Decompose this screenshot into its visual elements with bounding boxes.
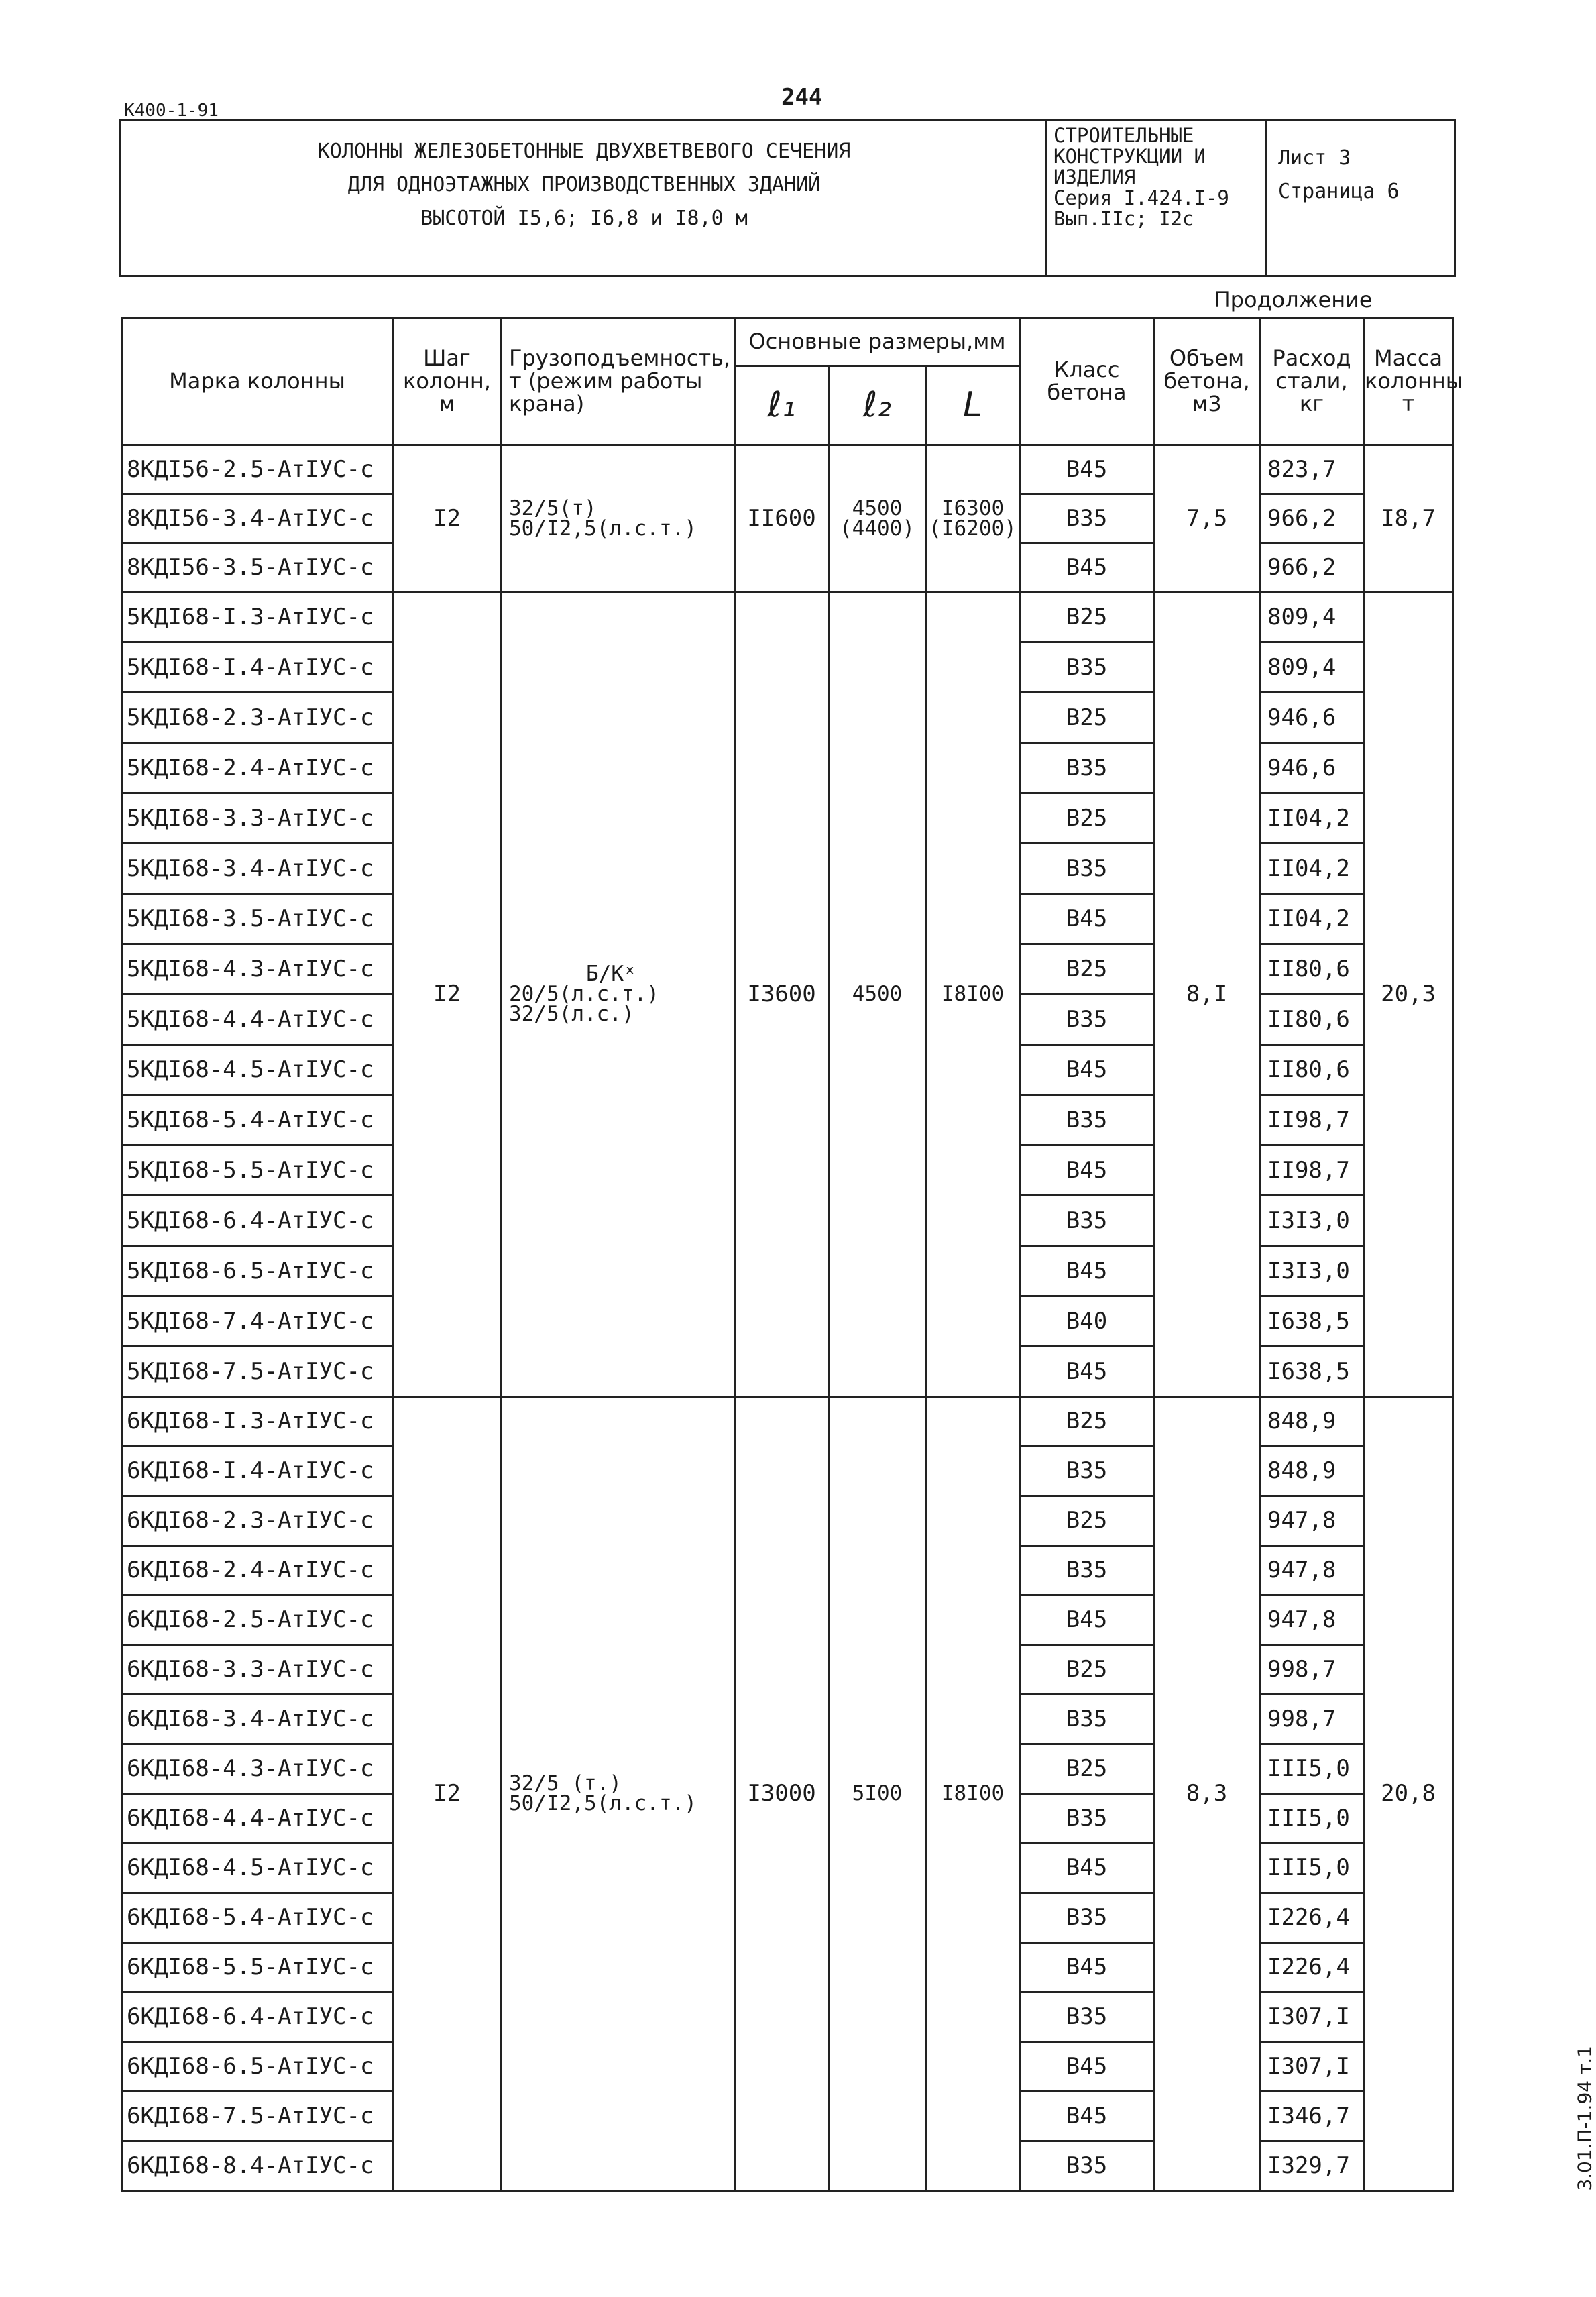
doc-code: К400-1-91 — [124, 101, 219, 121]
table-row — [122, 1396, 1453, 1446]
concrete-cell: В35 — [1020, 494, 1154, 543]
steel-cell: II98,7 — [1260, 1095, 1364, 1145]
mark-cell: 5КДI68-6.5-АтIУС-с — [122, 1245, 393, 1296]
concrete-cell: В25 — [1020, 944, 1154, 994]
mark-cell: 6КДI68-2.4-АтIУС-с — [122, 1545, 393, 1595]
L-cell: I6300 (I6200) — [926, 445, 1020, 592]
concrete-cell: В40 — [1020, 1296, 1154, 1346]
concrete-cell: В25 — [1020, 793, 1154, 843]
mark-cell: 6КДI68-I.4-АтIУС-с — [122, 1446, 393, 1496]
steel-cell: 823,7 — [1260, 445, 1364, 494]
title-block — [119, 119, 1456, 277]
step-cell: I2 — [393, 592, 502, 1396]
steel-cell: I307,I — [1260, 1992, 1364, 2041]
mark-cell: 6КДI68-4.5-АтIУС-с — [122, 1843, 393, 1893]
steel-cell: 848,9 — [1260, 1396, 1364, 1446]
mark-cell: 8КДI56-3.5-АтIУС-с — [122, 543, 393, 592]
concrete-cell: В35 — [1020, 1694, 1154, 1744]
series-line-1: СТРОИТЕЛЬНЫЕ — [1053, 124, 1194, 147]
l1-cell: II600 — [735, 445, 829, 592]
mark-cell: 5КДI68-3.3-АтIУС-с — [122, 793, 393, 843]
mark-cell: 6КДI68-6.5-АтIУС-с — [122, 2041, 393, 2091]
concrete-cell: В45 — [1020, 1245, 1154, 1296]
capacity-line: 20/5(л.с.т.) — [509, 982, 659, 1006]
concrete-cell: В45 — [1020, 1346, 1154, 1396]
steel-cell: 809,4 — [1260, 642, 1364, 692]
steel-cell: I3I3,0 — [1260, 1195, 1364, 1245]
steel-cell: III5,0 — [1260, 1744, 1364, 1793]
l1-cell: I3000 — [735, 1396, 829, 2190]
mass-cell: 20,3 — [1364, 592, 1453, 1396]
series-line-3: ИЗДЕЛИЯ — [1053, 166, 1136, 188]
concrete-cell: В35 — [1020, 1992, 1154, 2041]
step-cell: I2 — [393, 445, 502, 592]
concrete-cell: В45 — [1020, 1595, 1154, 1644]
steel-cell: 966,2 — [1260, 494, 1364, 543]
divider — [1045, 121, 1047, 277]
concrete-cell: В45 — [1020, 543, 1154, 592]
volume-cell: 8,I — [1154, 592, 1260, 1396]
concrete-cell: В25 — [1020, 1496, 1154, 1545]
capacity-line: 32/5 (т.) — [509, 1771, 622, 1795]
series-block — [1053, 125, 1229, 229]
concrete-cell: В45 — [1020, 445, 1154, 494]
mark-cell: 5КДI68-3.5-АтIУС-с — [122, 893, 393, 944]
concrete-cell: В35 — [1020, 1893, 1154, 1942]
concrete-cell: В45 — [1020, 1942, 1154, 1992]
steel-cell: 947,8 — [1260, 1595, 1364, 1644]
l2-cell: 5I00 — [829, 1396, 926, 2190]
mark-cell: 6КДI68-7.5-АтIУС-с — [122, 2091, 393, 2141]
steel-cell: 998,7 — [1260, 1694, 1364, 1744]
continuation-label: Продолжение — [122, 284, 1453, 317]
title-line-1: КОЛОННЫ ЖЕЛЕЗОБЕТОННЫЕ ДВУХВЕТВЕВОГО СЕЧЕНИЯ — [317, 139, 851, 163]
mark-cell: 5КДI68-4.3-АтIУС-с — [122, 944, 393, 994]
mark-cell: 6КДI68-5.5-АтIУС-с — [122, 1942, 393, 1992]
l2-cell: 4500 (4400) — [829, 445, 926, 592]
concrete-cell: В35 — [1020, 2141, 1154, 2190]
mark-cell: 6КДI68-6.4-АтIУС-с — [122, 1992, 393, 2041]
steel-cell: II80,6 — [1260, 944, 1364, 994]
steel-cell: III5,0 — [1260, 1793, 1364, 1843]
mark-cell: 8КДI56-2.5-АтIУС-с — [122, 445, 393, 494]
mark-cell: 5КДI68-5.5-АтIУС-с — [122, 1145, 393, 1195]
steel-cell: 966,2 — [1260, 543, 1364, 592]
divider — [1265, 121, 1267, 277]
header-L: L — [926, 366, 1020, 445]
steel-cell: I226,4 — [1260, 1893, 1364, 1942]
group-3 — [122, 1396, 1453, 2190]
mass-cell: I8,7 — [1364, 445, 1453, 592]
steel-cell: 848,9 — [1260, 1446, 1364, 1496]
series-line-2: КОНСТРУКЦИИ И — [1053, 145, 1206, 168]
concrete-cell: В45 — [1020, 893, 1154, 944]
header-mark: Марка колонны — [122, 317, 393, 445]
capacity-line: 32/5(т) — [509, 496, 597, 520]
divider — [119, 275, 1454, 277]
concrete-cell: В35 — [1020, 1095, 1154, 1145]
steel-cell: II04,2 — [1260, 793, 1364, 843]
concrete-cell: В35 — [1020, 742, 1154, 793]
series-line-5: Вып.IIс; I2с — [1053, 207, 1194, 230]
steel-cell: I329,7 — [1260, 2141, 1364, 2190]
table-row — [122, 592, 1453, 642]
side-stamp: 3.01.П-1.94 т.1 — [1574, 2046, 1596, 2191]
capacity-line: 50/I2,5(л.с.т.) — [509, 1791, 697, 1815]
L-cell: I8I00 — [926, 592, 1020, 1396]
capacity-line: 50/I2,5(л.с.т.) — [509, 516, 697, 541]
steel-cell: II04,2 — [1260, 843, 1364, 893]
mark-cell: 5КДI68-I.3-АтIУС-с — [122, 592, 393, 642]
mark-cell: 5КДI68-5.4-АтIУС-с — [122, 1095, 393, 1145]
header-capacity: Грузоподъемность, т (режим работы крана) — [502, 317, 735, 445]
l2-cell: 4500 — [829, 592, 926, 1396]
concrete-cell: В45 — [1020, 2091, 1154, 2141]
mark-cell: 5КДI68-2.4-АтIУС-с — [122, 742, 393, 793]
mark-cell: 6КДI68-2.3-АтIУС-с — [122, 1496, 393, 1545]
capacity-cell — [502, 1396, 735, 2190]
concrete-cell: В25 — [1020, 592, 1154, 642]
concrete-cell: В35 — [1020, 1545, 1154, 1595]
sheet-page: Страница 6 — [1278, 180, 1400, 203]
mark-cell: 5КДI68-6.4-АтIУС-с — [122, 1195, 393, 1245]
page-number: 244 — [781, 84, 823, 111]
mark-cell: 6КДI68-2.5-АтIУС-с — [122, 1595, 393, 1644]
steel-cell: 947,8 — [1260, 1496, 1364, 1545]
concrete-cell: В35 — [1020, 1446, 1154, 1496]
mark-cell: 5КДI68-7.4-АтIУС-с — [122, 1296, 393, 1346]
mass-cell: 20,8 — [1364, 1396, 1453, 2190]
concrete-cell: В25 — [1020, 692, 1154, 742]
concrete-cell: В35 — [1020, 994, 1154, 1044]
series-line-4: Серия I.424.I-9 — [1053, 186, 1229, 209]
mark-cell: 5КДI68-4.4-АтIУС-с — [122, 994, 393, 1044]
concrete-cell: В35 — [1020, 843, 1154, 893]
mark-cell: 8КДI56-3.4-АтIУС-с — [122, 494, 393, 543]
steel-cell: II98,7 — [1260, 1145, 1364, 1195]
concrete-cell: В35 — [1020, 1793, 1154, 1843]
step-cell: I2 — [393, 1396, 502, 2190]
steel-cell: I346,7 — [1260, 2091, 1364, 2141]
columns-table — [121, 284, 1463, 2192]
concrete-cell: В25 — [1020, 1744, 1154, 1793]
group-1 — [122, 445, 1453, 592]
mark-cell: 5КДI68-7.5-АтIУС-с — [122, 1346, 393, 1396]
mark-cell: 6КДI68-I.3-АтIУС-с — [122, 1396, 393, 1446]
mark-cell: 6КДI68-4.3-АтIУС-с — [122, 1744, 393, 1793]
steel-cell: 809,4 — [1260, 592, 1364, 642]
header-volume: Объем бетона, м3 — [1154, 317, 1260, 445]
mark-cell: 5КДI68-2.3-АтIУС-с — [122, 692, 393, 742]
header-steel: Расход стали, кг — [1260, 317, 1364, 445]
steel-cell: 947,8 — [1260, 1545, 1364, 1595]
capacity-line: Б/Кˣ — [586, 962, 636, 986]
steel-cell: 946,6 — [1260, 692, 1364, 742]
steel-cell: I638,5 — [1260, 1296, 1364, 1346]
header-l2: ℓ₂ — [829, 366, 926, 445]
mark-cell: 6КДI68-3.3-АтIУС-с — [122, 1644, 393, 1694]
concrete-cell: В35 — [1020, 1195, 1154, 1245]
steel-cell: II80,6 — [1260, 1044, 1364, 1095]
header-mass: Масса колонны т — [1364, 317, 1453, 445]
table-row — [122, 445, 1453, 494]
steel-cell: I638,5 — [1260, 1346, 1364, 1396]
concrete-cell: В45 — [1020, 1145, 1154, 1195]
concrete-cell: В45 — [1020, 2041, 1154, 2091]
volume-cell: 7,5 — [1154, 445, 1260, 592]
capacity-line: 32/5(л.с.) — [509, 1002, 634, 1026]
capacity-cell — [502, 445, 735, 592]
steel-cell: 946,6 — [1260, 742, 1364, 793]
steel-cell: II04,2 — [1260, 893, 1364, 944]
capacity-cell — [502, 592, 735, 1396]
steel-cell: I307,I — [1260, 2041, 1364, 2091]
concrete-cell: В45 — [1020, 1044, 1154, 1095]
steel-cell: I226,4 — [1260, 1942, 1364, 1992]
mark-cell: 6КДI68-4.4-АтIУС-с — [122, 1793, 393, 1843]
concrete-cell: В25 — [1020, 1644, 1154, 1694]
mark-cell: 5КДI68-I.4-АтIУС-с — [122, 642, 393, 692]
group-2 — [122, 592, 1453, 1396]
title-line-2: ДЛЯ ОДНОЭТАЖНЫХ ПРОИЗВОДСТВЕННЫХ ЗДАНИЙ — [347, 173, 821, 197]
header-step: Шаг колонн, м — [393, 317, 502, 445]
steel-cell: I3I3,0 — [1260, 1245, 1364, 1296]
steel-cell: III5,0 — [1260, 1843, 1364, 1893]
volume-cell: 8,3 — [1154, 1396, 1260, 2190]
steel-cell: 998,7 — [1260, 1644, 1364, 1694]
concrete-cell: В35 — [1020, 642, 1154, 692]
header-l1: ℓ₁ — [735, 366, 829, 445]
header-dims: Основные размеры,мм — [735, 317, 1020, 366]
sheet-list: Лист 3 — [1278, 146, 1351, 170]
l1-cell: I3600 — [735, 592, 829, 1396]
title-line-3: ВЫСОТОЙ I5,6; I6,8 и I8,0 м — [420, 207, 748, 230]
header-concrete: Класс бетона — [1020, 317, 1154, 445]
concrete-cell: В45 — [1020, 1843, 1154, 1893]
L-cell: I8I00 — [926, 1396, 1020, 2190]
mark-cell: 5КДI68-3.4-АтIУС-с — [122, 843, 393, 893]
mark-cell: 6КДI68-8.4-АтIУС-с — [122, 2141, 393, 2190]
concrete-cell: В25 — [1020, 1396, 1154, 1446]
mark-cell: 6КДI68-5.4-АтIУС-с — [122, 1893, 393, 1942]
mark-cell: 5КДI68-4.5-АтIУС-с — [122, 1044, 393, 1095]
mark-cell: 6КДI68-3.4-АтIУС-с — [122, 1694, 393, 1744]
steel-cell: II80,6 — [1260, 994, 1364, 1044]
